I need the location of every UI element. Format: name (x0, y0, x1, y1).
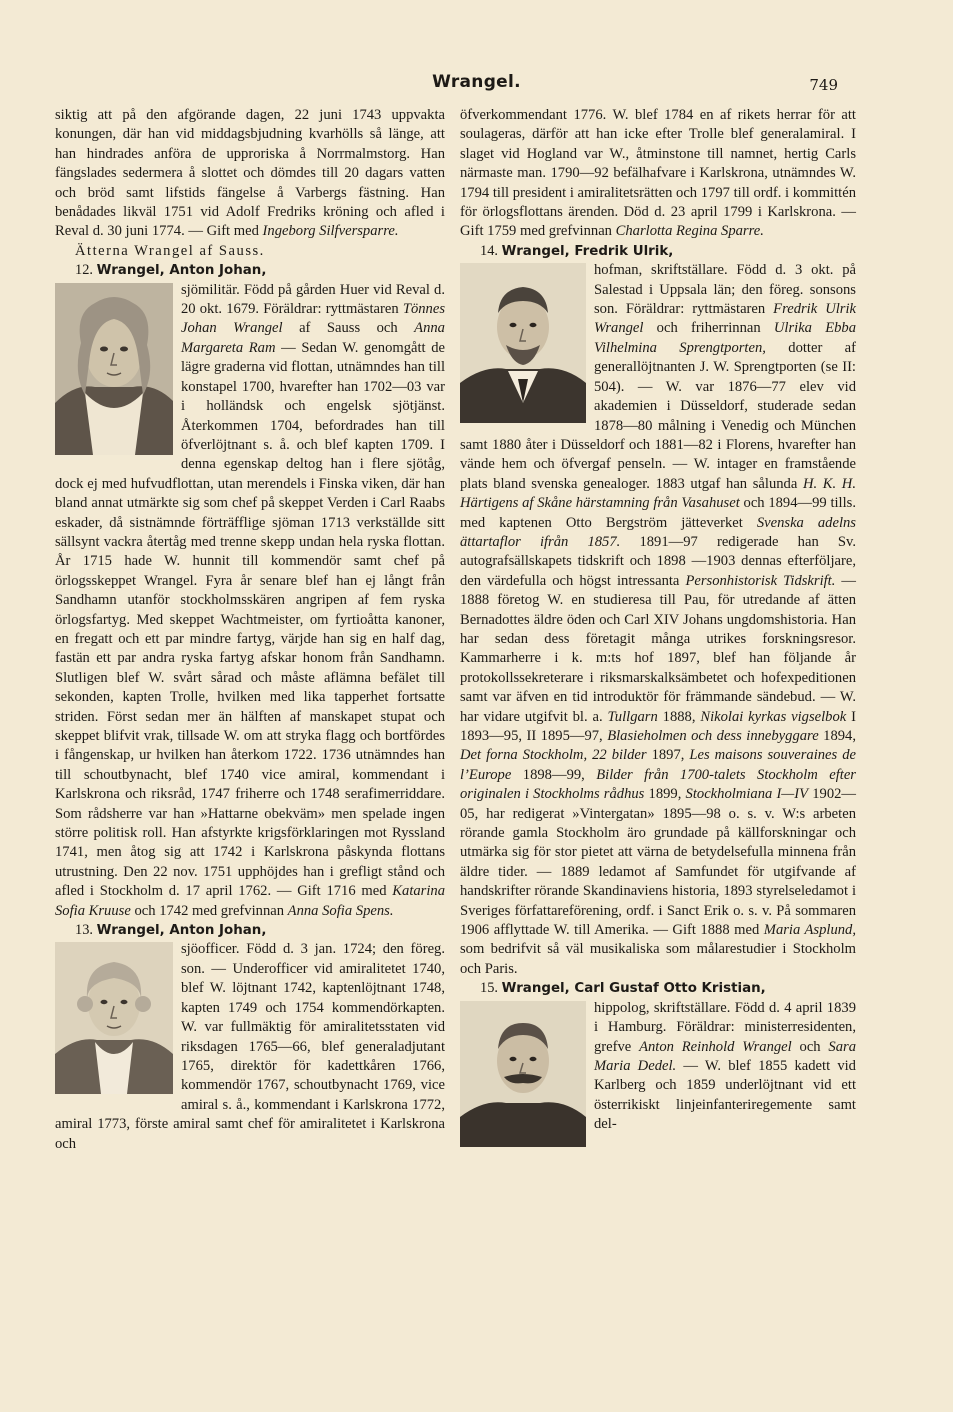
entry-15-name: Wrangel, Carl Gustaf Otto Kristian, (501, 981, 766, 997)
portrait-illustration (55, 942, 173, 1094)
left-intro-spouse: Ingeborg Silfversparre. (262, 223, 399, 240)
entry-12-spouse-2: Anna Sofia Spens. (287, 902, 394, 919)
entry-12 (55, 261, 445, 921)
entry-13-name: Wrangel, Anton Johan, (96, 923, 267, 939)
entry-12-spouse-1: Katarina Sofia Kruuse (55, 883, 446, 919)
entry-14-work-6: Blasieholmen och dess innebyggare (607, 728, 819, 744)
entry-14-work-3: Personhistorisk Tidskrift. (685, 572, 836, 589)
entry-14-name: Wrangel, Fredrik Ulrik, (501, 243, 674, 259)
entry-14-work-10: Stockholmiana I—IV (685, 786, 809, 803)
entry-13-number: 13. (75, 922, 93, 939)
entry-15-heading (460, 979, 856, 998)
right-column (460, 106, 856, 1149)
entry-14-work-7: Det forna Stockholm, 22 bilder (460, 747, 647, 764)
entry-12-heading (55, 261, 445, 280)
portrait-illustration (460, 1001, 586, 1147)
entry-14-body: hofman, skriftställare. Född d. 3 okt. på Salestad i Uppsala län; den föreg. sonsons son. Föräldrar: ryttmästaren Fredrik Ulrik Wrangel och friherrinnan Ulrika Ebba Vilhelmina Sprengtporten, dotter af generallöjtnanten J. W. Sprengtporten (se II: 504). — W. var 1876—77 elev vid akademien i Düsseldorf, studerade sedan 1878—80 målning i Venedig och München samt 1880 åter i Düsseldorf och 1881—82 i Florens, hvarefter han vände hem och öfvergaf penseln. — W. intager en framstående plats bland svenska genealoger. 1883 utgaf han sålunda H. K. H. Härtigens af Skåne härstamning från Vasahuset och 1894—99 tills. med kaptenen Otto Bergström jätteverket Svenska adelns ättartaflor ifrån 1857. 1891—97 redigerade han Sv. autografsällskapets tidskrift och 1898 —1903 dennas efterföljare, den värdefulla och högst intressanta Personhistorisk Tidskrift. — 1888 företog W. en studieresa till Pau, för utredande af ätten Bernadottes äldre öden och Carl XIV Johans ungdomshistoria. Han har sedan dess företagit många utrikes forskningsresor. Kammarherre i k. m:ts hof 1897, blef han följande år protokollssekreterare i riksmarskalksämbetet och hofexpeditionen samt var äfven en tid introduktör för främmande sändebud. — W. har vidare utgifvit bl. a. Tullgarn 1888, Nikolai kyrkas vigselbok I 1893—95, II 1895—97, Blasieholmen och dess innebyggare 1894, Det forna Stockholm, 22 bilder 1897, Les maisons souveraines de l’Europe 1898—99, Bilder från 1700-talets Stockholm efter originalen i Stockholms rådhus 1899, Stockholmiana I—IV 1902—05, har redigerat »Vintergatan» 1895—98 o. s. v. W:s arbeten rörande gamla Stockholm äro grundade på källforskningar och utmärka sig för stor pietet att värna de betydelsefulla minnena från äldre tider. — 1889 ledamot af Samfundet för utgifvande af handskrifter rörande Skandinaviens historia, 1893 styrelseledamot i Sveriges författareförening, ordf. i Sanct Erik o. s. v. På sommaren 1906 afflyttade W. till Amerika. — Gift 1888 med Maria Asplund, som bedrifvit så väl musikaliska som målarestudier i Stockholm och Paris. (460, 262, 857, 977)
portrait-illustration (460, 263, 586, 423)
entry-15-mother: Sara Maria Dedel. (594, 1038, 856, 1074)
entry-14-work-2: Svenska adelns ättartaflor ifrån 1857. (460, 514, 856, 550)
entry-14-number: 14. (480, 242, 498, 259)
entry-13-heading (55, 921, 445, 940)
entry-15 (460, 979, 856, 1134)
portrait-fredrik-ulrik (460, 263, 586, 423)
entry-15-father: Anton Reinhold Wrangel (639, 1038, 792, 1055)
entry-13 (55, 921, 445, 1154)
portrait-anton-johan-1724 (55, 942, 173, 1094)
entry-14-heading (460, 242, 856, 261)
left-intro-text: siktig att på den afgörande dagen, 22 juni 1743 uppvakta konungen, där han vid middagsbjudning kvarhölls så länge, att han hindrades anföra de upproriska å Norrmalmstorg. Han fängslades sedermera å slottet och dömdes till 20 dagars vatten och bröd samt lifstids fängelse å Varbergs fästning. Han benådades likväl 1751 vid Adolf Fredriks kröning och afled i Reval d. 30 juni 1774. — Gift med (55, 107, 445, 240)
entry-14-work-9: Bilder från 1700-talets Stockholm efter originalen i Stockholms rådhus (460, 766, 856, 803)
running-head (0, 72, 953, 98)
lineage-note: Ätterna Wrangel af Sauss. (75, 242, 265, 259)
entry-14-father: Fredrik Ulrik Wrangel (594, 301, 856, 337)
entry-12-mother: Anna Margareta Ram (181, 320, 445, 356)
right-intro-spouse: Charlotta Regina Sparre. (615, 223, 764, 240)
right-intro-paragraph: öfverkommendant 1776. W. blef 1784 en af rikets herrar för att soulageras, därför att han icke efter Trolle blef generalamiral. I slaget vid Hogland var W., åtminstone till namnet, hertig Carls närmaste man. 1790—92 befälhafvare i Karlskrona, utnämndes W. 1794 till president i amiralitetsrätten och 1797 till ordf. i kommittén för örlogsflottans ärenden. Död d. 23 april 1799 i Karlskrona. — Gift 1759 med grefvinnan Charlotta Regina Sparre. (460, 107, 856, 240)
entry-14-work-1: H. K. H. Härtigens af Skåne härstamning från Vasahuset (460, 475, 856, 512)
entry-14-work-5: Nikolai kyrkas vigselbok (700, 708, 847, 725)
entry-12-father: Tönnes Johan Wrangel (181, 301, 445, 337)
page-number: 749 (809, 76, 838, 94)
entry-12-body: sjömilitär. Född på gården Huer vid Reval d. 20 okt. 1679. Föräldrar: ryttmästaren Tönnes Johan Wrangel af Sauss och Anna Margareta Ram — Sedan W. genomgått de lägre graderna vid flottan, utnämndes han till konstapel 1700, hvarefter han 1702—03 var i holländsk och engelsk sjötjänst. Återkommen 1704, befordrades han till öfverlöjtnant s. å. och blef kapten 1709. I denna egenskap deltog han i flere sjötåg, dock ej med hufvudflottan, utan merendels i Finska viken, där han bland annat utmärkte sig som chef på skeppet Verden i Carl Raabs eskader, då sistnämnde förträfflige sjöman 1713 verkställde sitt sällsynt vackra återtåg med trenne skepp undan hela ryska flottan. År 1715 hade W. hunnit till kommendör samt chef på örlogsskeppet Wrangel. Fyra år senare blef han ej långt från Sandhamn utanför stockholmsskären angripen af fem ryska örlogsfartyg. Med skeppet Wachtmeister, om fyrtioåtta kanoner, en fregatt och ett par mindre fartyg, värjde han sig en half dag, fastän ett par andra ryska fartyg afskar honom från Sandhamn. Slutligen blef W. svårt sårad och måste aflämna befälet till sekonden, kapten Trolle, hvilken med lika tapperhet fortsatte striden. Först sedan mer än hälften af manskapet stupat och skeppet blifvit vrak, tillsade W. om att stryka flagg och bortfördes i fångenskap, ur hvilken han återkom 1722. 1736 utnämndes han till schoutbynacht, blef 1740 vice amiral, kommendant i Karlskrona och riksråd, 1747 friherre och 1748 serafimerriddare. Som rådsherre var han »Hattarne obekväm» men spelade ingen större politisk roll. Han afstyrkte krigsförklaringen mot Ryssland 1741, men åtog sig att 1742 i Karlskrona påskynda flottans utrustning. Den 22 nov. 1751 upphöjdes han i grefligt stånd och afled i Stockholm d. 17 april 1762. — Gift 1716 med Katarina Sofia Kruuse och 1742 med grefvinnan Anna Sofia Spens. (55, 281, 446, 919)
entry-15-number: 15. (480, 980, 498, 997)
entry-14-spouse: Maria Asplund, (763, 922, 856, 939)
entry-14-mother: Ulrika Ebba Vilhelmina Sprengtporten, (594, 320, 856, 356)
portrait-illustration (55, 283, 173, 455)
entry-14-work-8: Les maisons souveraines de l’Europe (460, 747, 856, 783)
entry-14 (460, 242, 856, 979)
entry-15-body: hippolog, skriftställare. Född d. 4 april 1839 i Hamburg. Föräldrar: ministerresidenten, grefve Anton Reinhold Wrangel och Sara Maria Dedel. — W. blef 1855 kadett vid Karlberg och 1859 underlöjtnant vid ett österrikiskt linjeinfanteriregemente samt del- (594, 999, 856, 1133)
portrait-anton-johan-1679 (55, 283, 173, 455)
entry-13-body: sjöofficer. Född d. 3 jan. 1724; den föreg. son. — Underofficer vid amiralitetet 1740, blef W. löjtnant 1742, kaptenlöjtnant 1748, kapten 1749 och 1754 kommendörkapten. W. var fullmäktig för amiralitetsstaten vid riksdagen 1765—66, blef generaladjutant 1765, direktör för kadettkåren 1766, kommendör 1767, schoutbynacht 1769, vice amiral s. å., kommendant i Karlskrona 1772, amiral 1773, förste amiral samt chef för amiralitetet i Karlskrona och (55, 941, 445, 1152)
portrait-carl-gustaf (460, 1001, 586, 1147)
entry-12-number: 12. (75, 262, 93, 279)
left-intro-paragraph (55, 106, 445, 242)
left-column (55, 106, 445, 1154)
entry-14-work-4: Tullgarn (607, 708, 658, 725)
entry-12-name: Wrangel, Anton Johan, (96, 263, 267, 279)
page-title: Wrangel. (432, 72, 521, 92)
